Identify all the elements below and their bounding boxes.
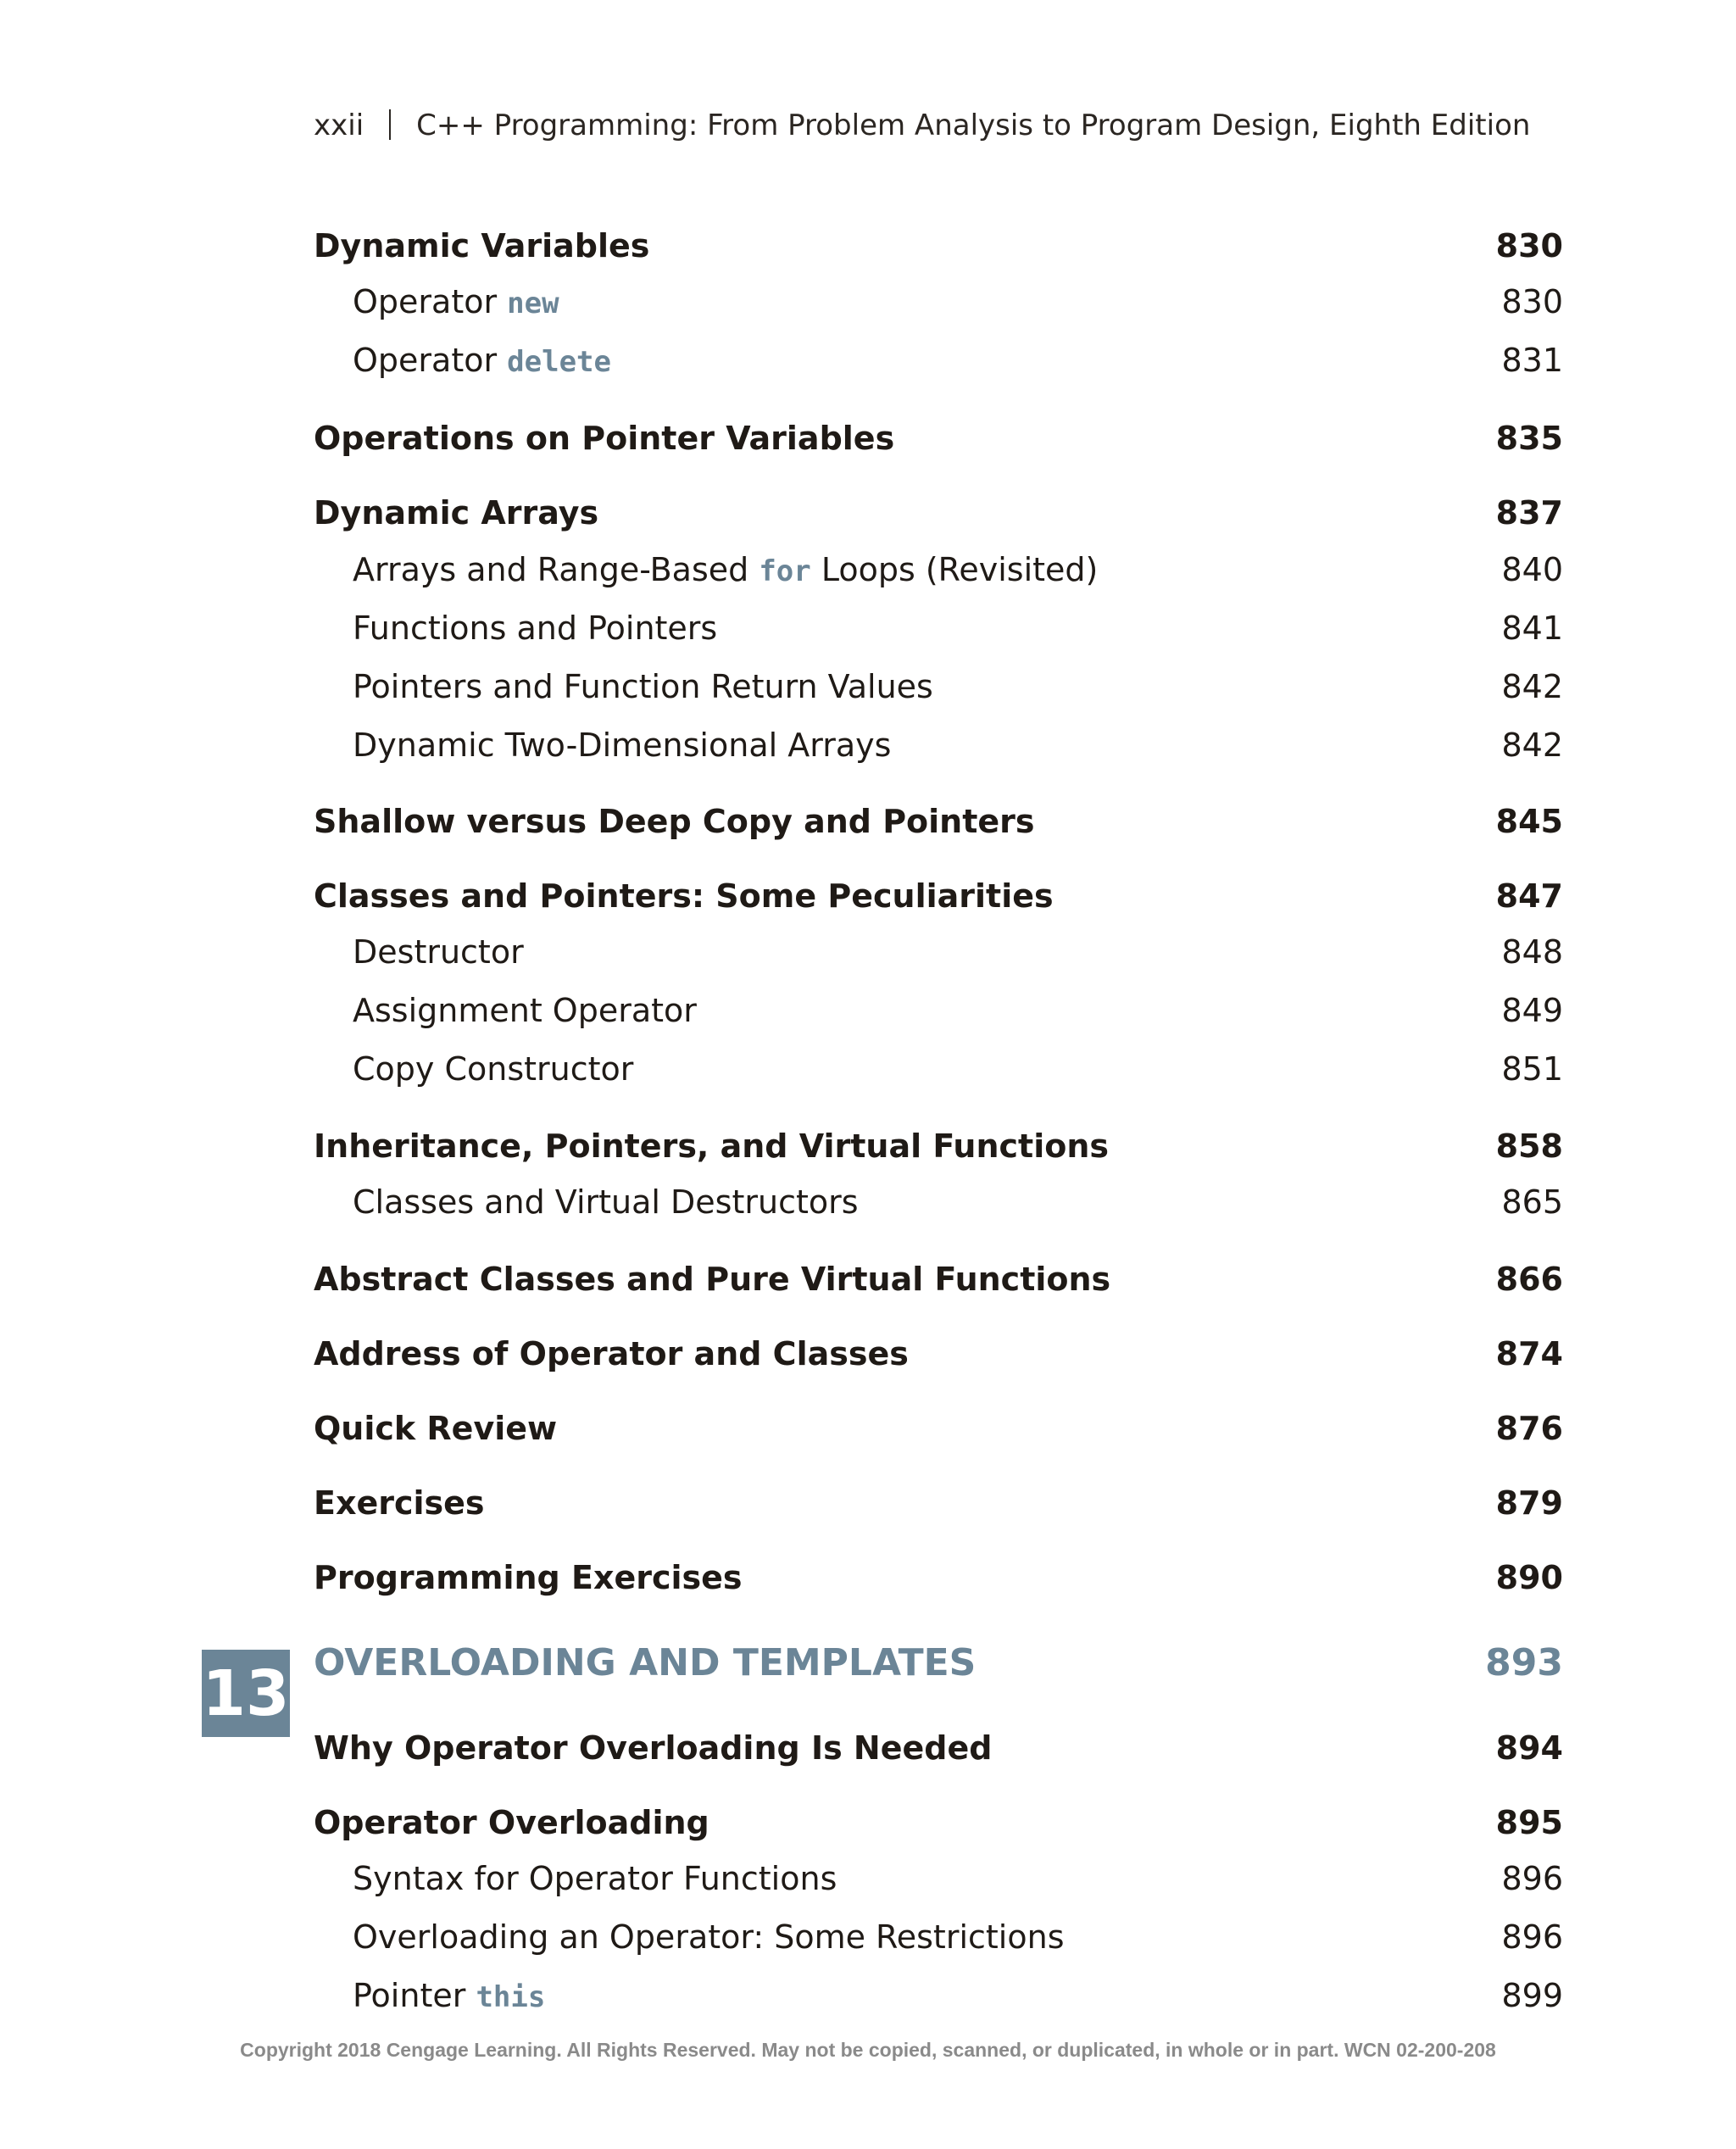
- toc-page-number: 835: [1495, 420, 1563, 457]
- toc-entry-title: [314, 1559, 743, 1596]
- toc-entry-title: [314, 1050, 633, 1088]
- toc-page-number: 849: [1501, 992, 1563, 1029]
- title-text: Address of Operator and Classes: [314, 1335, 909, 1372]
- toc-subsection-entry: [314, 1918, 1563, 1956]
- title-text: Syntax for Operator Functions: [353, 1860, 837, 1897]
- toc-entry-title: [314, 933, 524, 971]
- toc-subsection-entry: [314, 283, 1563, 320]
- toc-entry-title: [314, 494, 598, 532]
- toc-subsection-entry: [314, 1183, 1563, 1221]
- toc-section-entry: [314, 227, 1563, 264]
- toc-section-entry: [314, 1484, 1563, 1522]
- toc-page-number: 858: [1495, 1127, 1563, 1165]
- toc-section-entry: [314, 877, 1563, 915]
- toc-page-number: 831: [1501, 342, 1563, 379]
- toc-entry-title: [314, 610, 717, 647]
- title-text: Operator Overloading: [314, 1804, 709, 1841]
- toc-page-number: 837: [1495, 494, 1563, 532]
- title-text: Operations on Pointer Variables: [314, 420, 895, 457]
- toc-page-number: 894: [1495, 1729, 1563, 1767]
- title-text: Programming Exercises: [314, 1559, 743, 1596]
- title-text: Destructor: [353, 933, 524, 971]
- toc-section-entry: [314, 1410, 1563, 1447]
- toc-page-number: 879: [1495, 1484, 1563, 1522]
- toc-page-number: 830: [1495, 227, 1563, 264]
- title-text-continued: Loops (Revisited): [810, 551, 1099, 588]
- code-keyword: this: [476, 1980, 546, 2014]
- toc-page-number: 842: [1501, 668, 1563, 705]
- toc-entry-title: [314, 1127, 1109, 1165]
- title-text: Functions and Pointers: [353, 610, 718, 647]
- title-text: Inheritance, Pointers, and Virtual Functions: [314, 1127, 1110, 1165]
- toc-entry-title: [314, 1410, 557, 1447]
- toc-entry-title: [314, 1261, 1110, 1298]
- code-keyword: for: [759, 554, 811, 588]
- toc-section-entry: [314, 1559, 1563, 1596]
- title-text: Shallow versus Deep Copy and Pointers: [314, 803, 1035, 840]
- toc-page-number: 893: [1485, 1641, 1563, 1684]
- toc-page-number: 847: [1495, 877, 1563, 915]
- toc-section-entry: [314, 1729, 1563, 1767]
- title-text: Exercises: [314, 1484, 485, 1522]
- toc-subsection-entry: [314, 727, 1563, 764]
- toc-entry-title: [314, 420, 894, 457]
- title-text: Why Operator Overloading Is Needed: [314, 1729, 993, 1767]
- code-keyword: delete: [507, 345, 611, 379]
- chapter-number-badge: 13: [202, 1650, 290, 1737]
- toc-subsection-entry: [314, 342, 1563, 379]
- toc-subsection-entry: [314, 551, 1563, 588]
- toc-entry-title: [314, 1804, 709, 1841]
- toc-entry-title: [314, 992, 697, 1029]
- toc-subsection-entry: [314, 668, 1563, 705]
- page-number: xxii: [314, 109, 364, 142]
- toc-page-number: 851: [1501, 1050, 1563, 1088]
- toc-section-entry: [314, 1335, 1563, 1372]
- copyright-footer: Copyright 2018 Cengage Learning. All Rights Reserved. May not be copied, scanned, or duplicated, in whole or in part. WCN 02-200-208: [240, 2039, 1496, 2061]
- toc-page-number: 874: [1495, 1335, 1563, 1372]
- toc-subsection-entry: [314, 992, 1563, 1029]
- title-text: Quick Review: [314, 1410, 558, 1447]
- title-text: OVERLOADING AND TEMPLATES: [314, 1641, 976, 1684]
- title-text: Dynamic Variables: [314, 227, 650, 264]
- toc-page-number: 840: [1501, 551, 1563, 588]
- toc-page-number: 899: [1501, 1977, 1563, 2014]
- code-keyword: new: [507, 287, 559, 320]
- toc-entry-title: [314, 1977, 545, 2014]
- title-text: Classes and Pointers: Some Peculiarities: [314, 877, 1054, 915]
- toc-entry-title: [314, 283, 559, 320]
- toc-page-number: 865: [1501, 1183, 1563, 1221]
- toc-section-entry: [314, 1127, 1563, 1165]
- title-text: Overloading an Operator: Some Restrictions: [353, 1918, 1065, 1956]
- toc-entry-title: [314, 803, 1035, 840]
- toc-page-number: 842: [1501, 727, 1563, 764]
- toc-section-entry: [314, 803, 1563, 840]
- toc-page-number: 876: [1495, 1410, 1563, 1447]
- title-text: Assignment Operator: [353, 992, 697, 1029]
- toc-entry-title: [314, 1484, 485, 1522]
- toc-entry-title: [314, 227, 649, 264]
- toc-page-number: 895: [1495, 1804, 1563, 1841]
- header-separator: [389, 109, 391, 140]
- toc-page-number: 890: [1495, 1559, 1563, 1596]
- title-text: Classes and Virtual Destructors: [353, 1183, 859, 1221]
- toc-subsection-entry: [314, 933, 1563, 971]
- toc-section-entry: [314, 1804, 1563, 1841]
- book-title: C++ Programming: From Problem Analysis to Program Design, Eighth Edition: [416, 109, 1531, 142]
- title-text: Pointer: [353, 1977, 476, 2014]
- toc-subsection-entry: [314, 1050, 1563, 1088]
- toc-entry-title: [314, 1641, 976, 1684]
- toc-page-number: 845: [1495, 803, 1563, 840]
- toc-page-number: 841: [1501, 610, 1563, 647]
- title-text: Operator: [353, 283, 508, 320]
- toc-entry-title: [314, 668, 933, 705]
- toc-section-entry: [314, 1261, 1563, 1298]
- toc-page-number: 896: [1501, 1918, 1563, 1956]
- toc-page-number: 830: [1501, 283, 1563, 320]
- toc-entry-title: [314, 727, 891, 764]
- title-text: Dynamic Arrays: [314, 494, 599, 532]
- toc-entry-title: [314, 1918, 1065, 1956]
- toc-entry-title: [314, 551, 1098, 588]
- toc-page-number: 896: [1501, 1860, 1563, 1897]
- toc-page-number: 866: [1495, 1261, 1563, 1298]
- title-text: Operator: [353, 342, 508, 379]
- toc-entry-title: [314, 1860, 837, 1897]
- title-text: Arrays and Range-Based: [353, 551, 760, 588]
- toc-entry-title: [314, 1183, 859, 1221]
- toc-section-entry: [314, 420, 1563, 457]
- chapter-heading: [314, 1641, 1563, 1684]
- title-text: Dynamic Two-Dimensional Arrays: [353, 727, 892, 764]
- toc-entry-title: [314, 877, 1054, 915]
- toc-subsection-entry: [314, 1977, 1563, 2014]
- toc-entry-title: [314, 1335, 909, 1372]
- toc-section-entry: [314, 494, 1563, 532]
- title-text: Copy Constructor: [353, 1050, 634, 1088]
- title-text: Pointers and Function Return Values: [353, 668, 933, 705]
- toc-entry-title: [314, 342, 611, 379]
- toc-entry-title: [314, 1729, 992, 1767]
- title-text: Abstract Classes and Pure Virtual Functions: [314, 1261, 1111, 1298]
- toc-subsection-entry: [314, 1860, 1563, 1897]
- toc-subsection-entry: [314, 610, 1563, 647]
- toc-page-number: 848: [1501, 933, 1563, 971]
- running-header: [314, 109, 1530, 142]
